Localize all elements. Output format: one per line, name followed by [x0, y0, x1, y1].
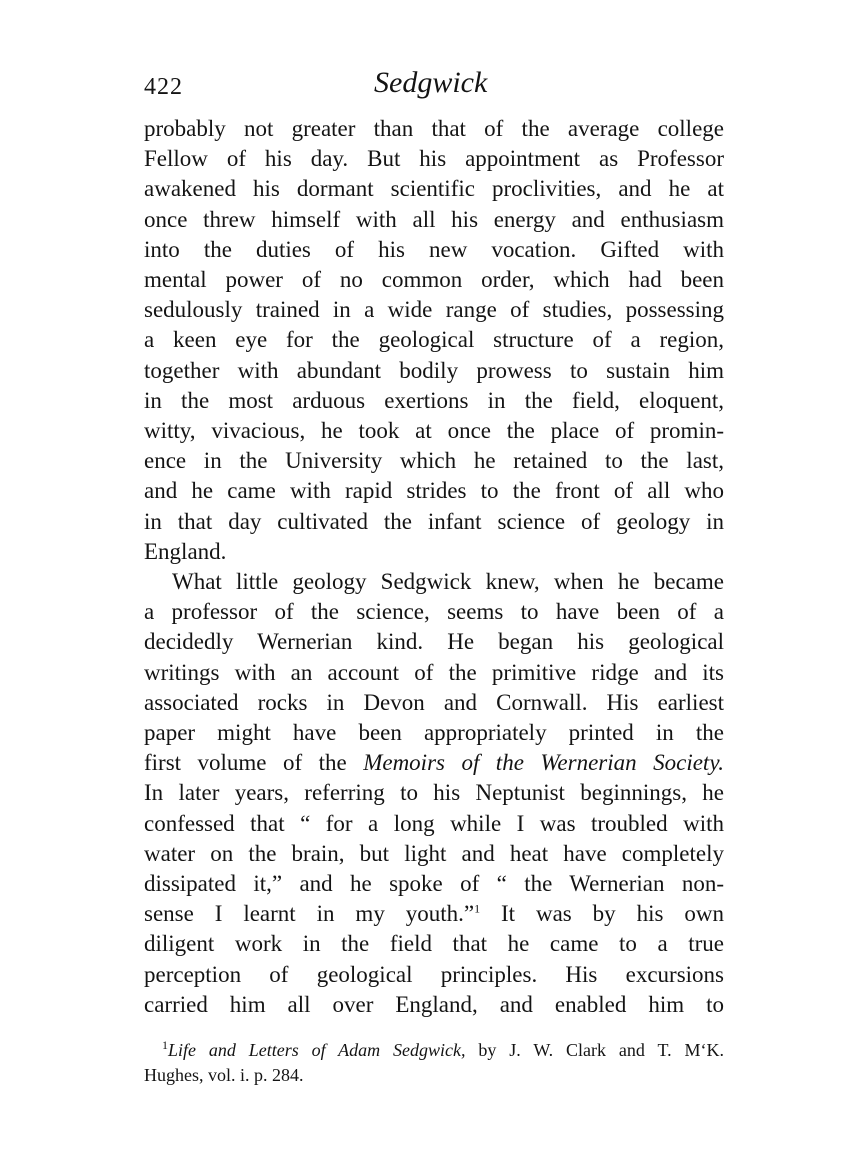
text-line: into the duties of his new vocation. Gifted with	[144, 236, 724, 262]
footnote-line	[144, 1038, 724, 1063]
text-line	[144, 899, 724, 929]
paragraph-2	[144, 567, 724, 1020]
text-line: carried him all over England, and enabled him to	[144, 991, 724, 1017]
text-line: once threw himself with all his energy and enthusiasm	[144, 206, 724, 232]
footnote-number: 1	[162, 1038, 168, 1053]
text-line: Fellow of his day. But his appointment as Professor	[144, 146, 724, 172]
text-line	[144, 748, 724, 778]
text-line: ence in the University which he retained to the last,	[144, 448, 724, 474]
text-line: witty, vivacious, he took at once the place of promin-	[144, 418, 724, 444]
text-span: first volume of the	[144, 750, 364, 776]
footnote-marker: 1	[474, 901, 481, 916]
text-line: confessed that “ for a long while I was troubled with	[144, 810, 724, 836]
paragraph-1	[144, 114, 724, 567]
text-line: What little geology Sedgwick knew, when he became	[172, 569, 724, 595]
running-header	[144, 62, 724, 102]
text-line: mental power of no common order, which had been	[144, 267, 724, 293]
text-line: in that day cultivated the infant science of geology in	[144, 508, 724, 534]
text-line: awakened his dormant scientific proclivities, and he at	[144, 176, 724, 202]
text-span: sense I learnt in my youth.”	[144, 901, 475, 927]
text-line: perception of geological principles. His excursions	[144, 961, 724, 987]
book-page	[144, 62, 724, 1088]
text-line: writings with an account of the primitive ridge and its	[144, 659, 724, 685]
footnote-line: Hughes, vol. i. p. 284.	[144, 1065, 304, 1086]
text-line: England.	[144, 538, 227, 564]
text-line: paper might have been appropriately printed in the	[144, 720, 724, 746]
text-line: diligent work in the field that he came to a true	[144, 931, 724, 957]
italic-title: Memoirs of the Wernerian Society.	[363, 750, 725, 776]
text-span: It was by his own	[480, 901, 724, 927]
text-line: water on the brain, but light and heat have completely	[144, 840, 724, 866]
text-line: sedulously trained in a wide range of studies, possessing	[144, 297, 724, 323]
text-line: a keen eye for the geological structure of a region,	[144, 327, 724, 353]
text-line: a professor of the science, seems to have been of a	[144, 599, 724, 625]
footnote-italic-title: Life and Letters of Adam Sedgwick,	[168, 1040, 466, 1061]
footnote	[144, 1038, 724, 1088]
page-number: 422	[144, 74, 183, 100]
text-line: associated rocks in Devon and Cornwall. His earliest	[144, 689, 724, 715]
text-line: probably not greater than that of the average college	[144, 116, 724, 141]
text-line: decidedly Wernerian kind. He began his geological	[144, 629, 724, 655]
text-line: together with abundant bodily prowess to sustain him	[144, 357, 724, 383]
text-line: in the most arduous exertions in the field, eloquent,	[144, 387, 724, 413]
running-title: Sedgwick	[374, 66, 488, 99]
text-line: dissipated it,” and he spoke of “ the Wernerian non-	[144, 871, 724, 897]
text-span: by J. W. Clark and T. M‘K.	[465, 1040, 724, 1061]
text-line: and he came with rapid strides to the front of all who	[144, 478, 724, 504]
text-line: In later years, referring to his Neptunist beginnings, he	[144, 780, 724, 806]
